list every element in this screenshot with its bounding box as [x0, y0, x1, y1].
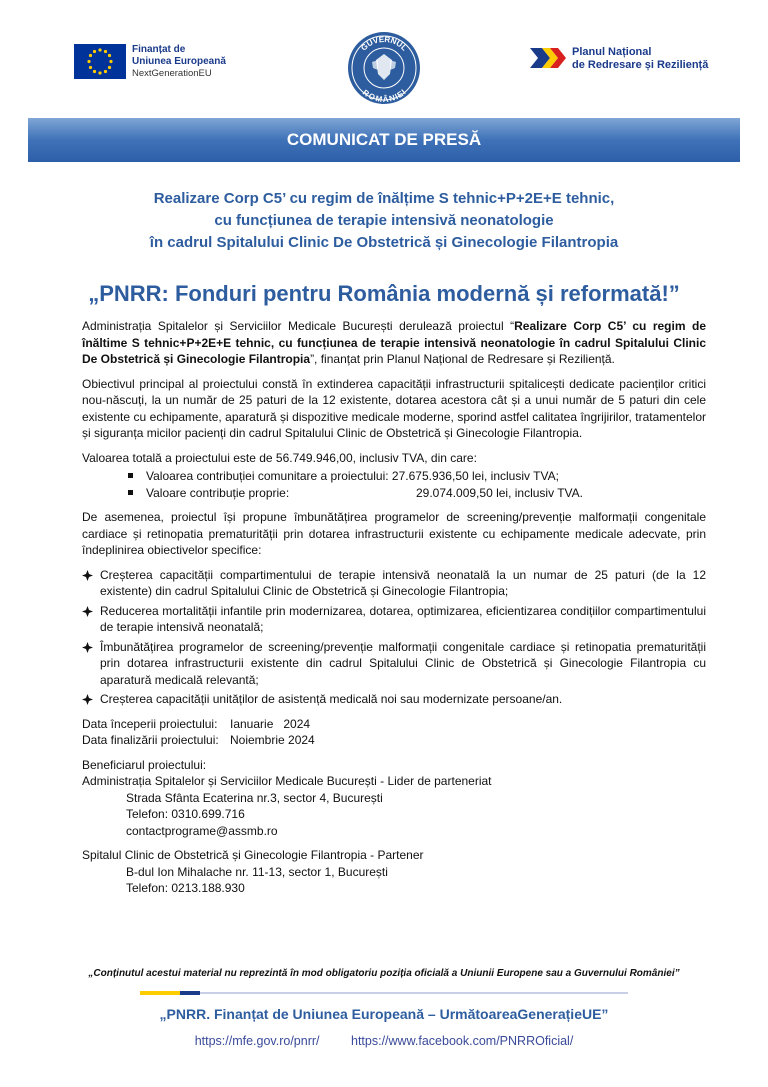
value-list	[82, 468, 706, 501]
footer-slogan: „PNRR. Finanțat de Uniunea Europeană – UrmătoareaGenerațieUE”	[159, 1006, 609, 1022]
seal-bottom-text: ROMÂNIEI	[360, 87, 408, 105]
disclaimer: „Conținutul acestui material nu reprezintă în mod obligatoriu poziția oficială a Uniunii Europene sau a Guvernului României”	[88, 968, 680, 979]
beneficiary-email[interactable]: contactprograme@assmb.ro	[126, 823, 278, 838]
body-content	[82, 318, 706, 897]
intro-paragraph	[82, 318, 706, 368]
eu-line-2: Uniunea Europeană	[132, 56, 226, 67]
diamond-bullet-icon	[82, 606, 93, 617]
seal-top-text: GUVERNUL	[359, 34, 409, 53]
pnrr-logo	[528, 44, 728, 84]
press-release-banner: COMUNICAT DE PRESĂ	[28, 118, 740, 162]
diamond-bullet-icon	[82, 570, 93, 581]
government-seal-icon	[346, 30, 422, 106]
header	[0, 30, 768, 110]
intro-after: ”, finanțat prin Planul Național de Redresare și Reziliență.	[310, 352, 615, 366]
list-item: Reducerea mortalității infantile prin modernizarea, dotarea, optimizarea, eficientizarea condițiilor compartimentului de terapie intensivă neonatală;	[82, 603, 706, 636]
list-item: Valoarea contribuției comunitare a proiectului: 27.675.936,50 lei, inclusiv TVA;	[126, 468, 706, 485]
pnrr-flag-icon	[528, 44, 568, 72]
end-date-label: Data finalizării proiectului:	[82, 733, 219, 747]
beneficiary-name: Administrația Spitalelor și Serviciilor Medicale București - Lider de parteneriat	[82, 774, 492, 788]
intro-before: Administrația Spitalelor și Serviciilor Medicale București derulează proiectul “	[82, 319, 515, 333]
value-total: Valoarea totală a proiectului este de 56.749.946,00, inclusiv TVA, din care:	[82, 450, 477, 465]
website-link[interactable]: https://mfe.gov.ro/pnrr/	[194, 1034, 320, 1048]
eu-logo	[74, 44, 274, 84]
pnrr-slogan: „PNRR: Fonduri pentru România modernă și reformată!”	[88, 281, 680, 306]
pnrr-line-2: de Redresare și Reziliență	[572, 59, 709, 71]
project-title	[40, 188, 728, 254]
diamond-bullet-icon	[82, 694, 93, 705]
eu-line-3: NextGenerationEU	[132, 68, 212, 79]
beneficiary-block	[82, 757, 706, 840]
list-item: Îmbunătățirea programelor de screening/prevenție malformații congenitale cardiace și retinopatia prematurității prin dotarea infrastructurii existente din cadrul Spitalului Clinic de Obstetrică și Ginecologie Filantropia cu aparatură medicală relevantă;	[82, 639, 706, 689]
list-item: Valoare contribuție proprie: 29.074.009,50 lei, inclusiv TVA.	[126, 485, 706, 502]
beneficiary-phone: Telefon: 0310.699.716	[126, 807, 245, 821]
diamond-bullet-icon	[82, 642, 93, 653]
end-date-value: Noiembrie 2024	[230, 733, 315, 747]
title-line-3: în cadrul Spitalului Clinic De Obstetrică și Ginecologie Filantropia	[149, 234, 619, 251]
list-item: Creșterea capacității unităților de asistență medicală noi sau modernizate persoane/an.	[82, 691, 706, 708]
footer-links	[40, 1034, 728, 1048]
beneficiary-address: Strada Sfânta Ecaterina nr.3, sector 4, București	[126, 790, 383, 805]
title-line-1: Realizare Corp C5’ cu regim de înălțime S tehnic+P+2E+E tehnic,	[153, 190, 615, 207]
list-item: Creșterea capacității compartimentului de terapie intensivă neonatală la un numar de 25 paturi (de la 12 existente) din cadrul Spitalului Clinic de Obstetrică și Ginecologie Filantropia;	[82, 567, 706, 600]
specific-objectives-list	[82, 567, 706, 708]
start-date-value: Ianuarie 2024	[230, 716, 311, 731]
partner-block	[82, 847, 706, 897]
partner-phone: Telefon: 0213.188.930	[126, 881, 245, 895]
beneficiary-heading: Beneficiarul proiectului:	[82, 757, 207, 772]
partner-address: B-dul Ion Mihalache nr. 11-13, sector 1, București	[126, 864, 388, 879]
eu-logo-text	[132, 44, 226, 80]
objective-paragraph: Obiectivul principal al proiectului constă în extinderea capacității infrastructurii spitalicești dedicate pacienților critici nou-născuți, la un număr de 25 paturi de la 12 existente, dotarea acestora cât și a unui număr de 5 paturi din cele existente cu echipamente, aparatură și dispozitive medicale moderne, sporind astfel calitatea îngrijirilor, tratamentelor și siguranța micilor pacienți din cadrul Spitalului Clinic de Obstetrică și Ginecologie Filantropia.	[82, 376, 706, 440]
intro-project-name: Realizare Corp C5’ cu regim de înăltime S tehnic+P+2E+E tehnic, cu funcțiunea de terapie intensivă neonatologie în cadrul Spitalului Clinic De Obstetrică și Ginecologie Filantropia	[82, 319, 706, 366]
eu-flag-icon	[74, 44, 126, 79]
start-date-label: Data începerii proiectului:	[82, 716, 218, 731]
footer-divider	[140, 986, 628, 1000]
pnrr-logo-text	[572, 46, 708, 72]
also-paragraph: De asemenea, proiectul își propune îmbunătățirea programelor de screening/prevenție malformații congenitale cardiace și retinopatia prematurității prin dotarea infrastructurii existente cu echipamente medicale adecvate, prin îndeplinirea obiectivelor specifice:	[82, 510, 706, 557]
eu-line-1: Finanțat de	[132, 44, 186, 55]
title-line-2: cu funcțiunea de terapie intensivă neonatologie	[214, 212, 554, 229]
facebook-link[interactable]: https://www.facebook.com/PNRROficial/	[351, 1034, 574, 1048]
pnrr-line-1: Planul Național	[572, 46, 652, 58]
project-dates	[82, 716, 706, 749]
partner-name: Spitalul Clinic de Obstetrică și Ginecologie Filantropia - Partener	[82, 848, 424, 862]
